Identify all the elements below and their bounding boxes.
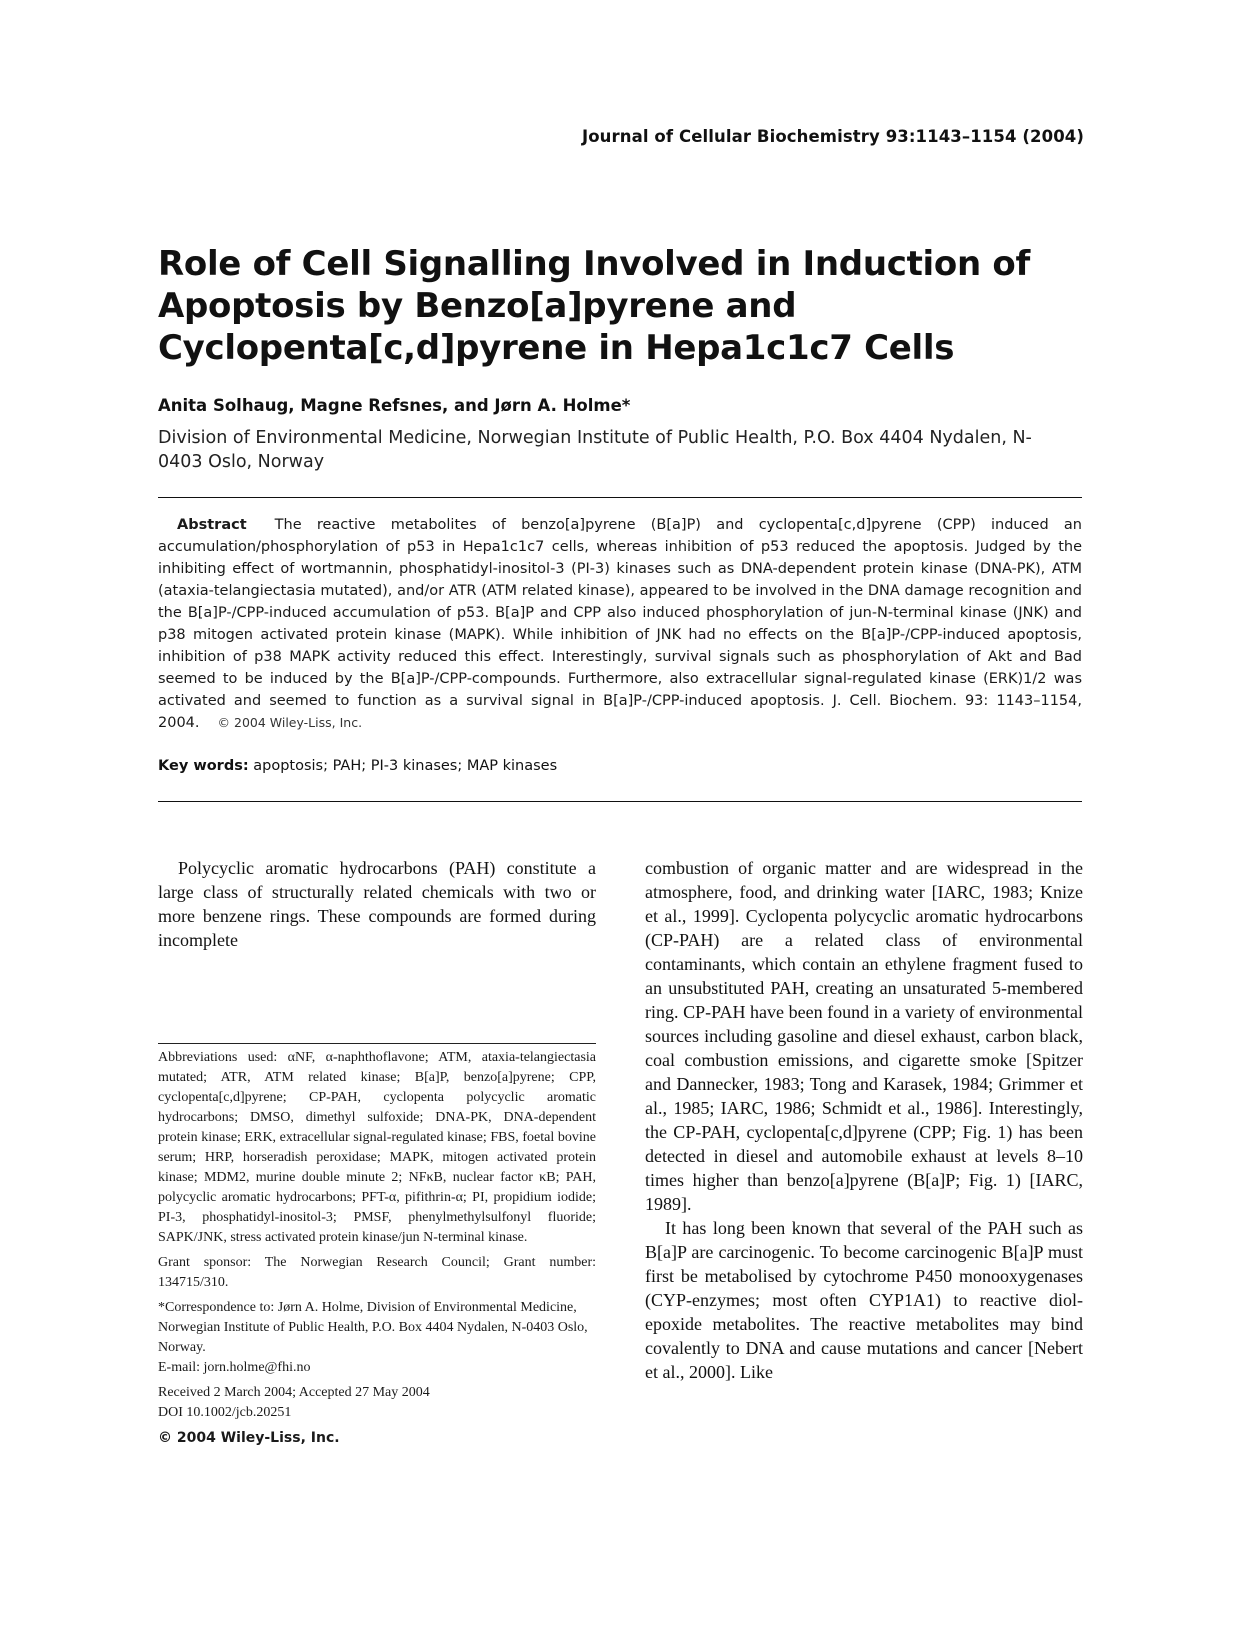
intro-paragraph-1: Polycyclic aromatic hydrocarbons (PAH) constitute a large class of structurally related chemicals with two or more benzene rings. These compounds are formed during incomplete [158, 858, 596, 950]
body-column-left [158, 856, 596, 952]
footnote-grant: Grant sponsor: The Norwegian Research Council; Grant number: 134715/310. [158, 1255, 596, 1290]
footnote-correspondence [158, 1298, 596, 1378]
intro-paragraph-2: It has long been known that several of the PAH such as B[a]P are carcinogenic. To become carcinogenic B[a]P must first be metabolised by cytochrome P450 monooxygenases (CYP-enzymes; most often CYP1A1) to reactive diol-epoxide metabolites. The reactive metabolites may bind covalently to DNA and cause mutations and cancer [Nebert et al., 2000]. Like [645, 1218, 1083, 1382]
keywords-text: apoptosis; PAH; PI-3 kinases; MAP kinases [253, 758, 558, 774]
footnote-rule [158, 1043, 596, 1044]
article-title: Role of Cell Signalling Involved in Induction of Apoptosis by Benzo[a]pyrene and Cyclopenta[c,d]pyrene in Hepa1c1c7 Cells [158, 244, 1030, 368]
received-accepted: Received 2 March 2004; Accepted 27 May 2004 [158, 1385, 430, 1400]
keywords-line [158, 758, 557, 774]
doi[interactable]: DOI 10.1002/jcb.20251 [158, 1405, 292, 1420]
journal-header: Journal of Cellular Biochemistry 93:1143–1154 (2004) [581, 127, 1084, 146]
intro-paragraph-1-continued: combustion of organic matter and are widespread in the atmosphere, food, and drinking water [IARC, 1983; Knize et al., 1999]. Cyclopenta polycyclic aromatic hydrocarbons (CP-PAH) are a related class of environmental contaminants, which contain an ethylene fragment fused to an unsubstituted PAH, creating an unsaturated 5-membered ring. CP-PAH have been found in a variety of environmental sources including gasoline and diesel exhaust, carbon black, coal combustion emissions, and cigarette smoke [Spitzer and Dannecker, 1983; Tong and Karasek, 1984; Grimmer et al., 1985; IARC, 1986; Schmidt et al., 1986]. Interestingly, the CP-PAH, cyclopenta[c,d]pyrene (CPP; Fig. 1) has been detected in diesel and automobile exhaust at levels 8–10 times higher than benzo[a]pyrene (B[a]P; Fig. 1) [IARC, 1989]. [645, 858, 1083, 1214]
author-list: Anita Solhaug, Magne Refsnes, and Jørn A. Holme* [158, 396, 631, 415]
footnote-dates [158, 1383, 596, 1423]
abstract-top-rule [158, 497, 1082, 498]
abstract-text: The reactive metabolites of benzo[a]pyrene (B[a]P) and cyclopenta[c,d]pyrene (CPP) induced an accumulation/phosphorylation of p53 in Hepa1c1c7 cells, whereas inhibition of p53 reduced the apoptosis. Judged by the inhibiting effect of wortmannin, phosphatidyl-inositol-3 (PI-3) kinases such as DNA-dependent protein kinase (DNA-PK), ATM (ataxia-telangiectasia mutated), and/or ATR (ATM related kinase), appeared to be involved in the DNA damage recognition and the B[a]P-/CPP-induced accumulation of p53. B[a]P and CPP also induced phosphorylation of jun-N-terminal kinase (JNK) and p38 mitogen activated protein kinase (MAPK). While inhibition of JNK had no effects on the B[a]P-/CPP-induced apoptosis, inhibition of p38 MAPK activity reduced this effect. Interestingly, survival signals such as phosphorylation of Akt and Bad seemed to be induced by the B[a]P-/CPP-compounds. Furthermore, also extracellular signal-regulated kinase (ERK)1/2 was activated and seemed to function as a survival signal in B[a]P-/CPP-induced apoptosis. J. Cell. Biochem. 93: 1143–1154, 2004. [158, 517, 1082, 731]
abstract-block [158, 514, 1082, 734]
abstract-bottom-rule [158, 801, 1082, 802]
abstract-copyright: © 2004 Wiley-Liss, Inc. [217, 715, 363, 730]
footnote-abbreviations: Abbreviations used: αNF, α-naphthoflavone; ATM, ataxia-telangiectasia mutated; ATR, ATM related kinase; B[a]P, benzo[a]pyrene; CPP, cyclopenta[c,d]pyrene; CP-PAH, cyclopenta polycyclic aromatic hydrocarbons; DMSO, dimethyl sulfoxide; DNA-PK, DNA-dependent protein kinase; ERK, extracellular signal-regulated kinase; FBS, foetal bovine serum; HRP, horseradish peroxidase; MAPK, mitogen activated protein kinase; MDM2, murine double minute 2; NFκB, nuclear factor κB; PAH, polycyclic aromatic hydrocarbons; PFT-α, pifithrin-α; PI, propidium iodide; PI-3, phosphatidyl-inositol-3; PMSF, phenylmethylsulfonyl fluoride; SAPK/JNK, stress activated protein kinase/jun N-terminal kinase. [158, 1050, 596, 1245]
correspondence-email[interactable]: E-mail: jorn.holme@fhi.no [158, 1360, 311, 1375]
body-column-right [645, 856, 1083, 1384]
correspondence-text: *Correspondence to: Jørn A. Holme, Division of Environmental Medicine, Norwegian Institute of Public Health, P.O. Box 4404 Nydalen, N-0403 Oslo, Norway. [158, 1300, 588, 1355]
affiliation: Division of Environmental Medicine, Norwegian Institute of Public Health, P.O. Box 4404 Nydalen, N-0403 Oslo, Norway [158, 428, 1032, 472]
abstract-label: Abstract [177, 517, 247, 533]
footnote-copyright: © 2004 Wiley-Liss, Inc. [158, 1430, 340, 1446]
keywords-label: Key words: [158, 758, 249, 774]
footnotes [158, 1048, 596, 1453]
